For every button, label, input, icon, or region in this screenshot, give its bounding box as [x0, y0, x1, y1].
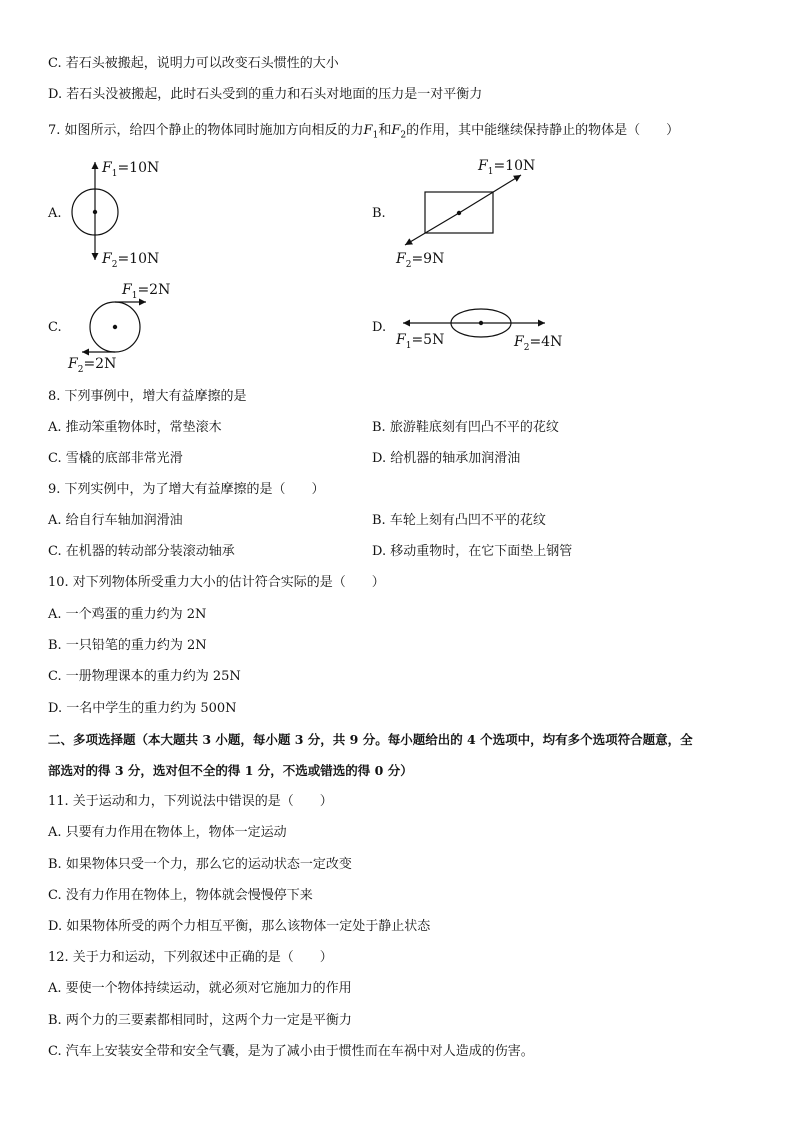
q8-option-d: D. 给机器的轴承加润滑油 — [372, 451, 521, 466]
fig-d-label: D. — [372, 320, 387, 335]
fig-a-label: A. — [48, 206, 62, 221]
fig-b-label: B. — [372, 206, 386, 221]
fig-d-f2-label: $F_2=4N$ — [514, 334, 563, 353]
section2-heading-line1: 二、多项选择题（本大题共 3 小题，每小题 3 分，共 9 分。每小题给出的 4 个选项中，均有多个选项符合题意，全 — [48, 732, 693, 747]
fig-b-f1-label: $F_1=10N$ — [478, 158, 536, 177]
q10-option-c: C. 一册物理课本的重力约为 25N — [48, 669, 241, 684]
q9-option-d: D. 移动重物时，在它下面垫上钢管 — [372, 544, 573, 559]
q10-option-b: B. 一只铅笔的重力约为 2N — [48, 638, 207, 653]
q11-option-b: B. 如果物体只受一个力，那么它的运动状态一定改变 — [48, 857, 352, 872]
fig-c-label: C. — [48, 320, 62, 335]
q9-stem: 9. 下列实例中，为了增大有益摩擦的是（ ） — [48, 482, 325, 497]
figure-b-rectangle-forces — [395, 165, 545, 255]
q10-stem: 10. 对下列物体所受重力大小的估计符合实际的是（ ） — [48, 575, 385, 590]
q7-stem-prefix: 7. 如图所示，给四个静止的物体同时施加方向相反的力 — [48, 123, 364, 138]
q12-option-c: C. 汽车上安装安全带和安全气囊，是为了减小由于惯性而在车祸中对人造成的伤害。 — [48, 1044, 534, 1059]
q11-option-c: C. 没有力作用在物体上，物体就会慢慢停下来 — [48, 888, 313, 903]
q11-option-d: D. 如果物体所受的两个力相互平衡，那么该物体一定处于静止状态 — [48, 919, 431, 934]
q12-stem: 12. 关于力和运动，下列叙述中正确的是（ ） — [48, 950, 333, 965]
fig-b-f2-label: $F_2=9N$ — [396, 251, 445, 270]
q8-option-a: A. 推动笨重物体时，常垫滚木 — [48, 420, 222, 435]
q11-stem: 11. 关于运动和力，下列说法中错误的是（ ） — [48, 794, 333, 809]
q7-stem: 7. 如图所示，给四个静止的物体同时施加方向相反的力$F_1$和$F_2$的作用，其中能继续保持静止的物体是（ ） — [48, 123, 680, 141]
q8-option-b: B. 旅游鞋底刻有凹凸不平的花纹 — [372, 420, 559, 435]
fig-d-f1-label: $F_1=5N$ — [396, 332, 445, 351]
q6-option-c: C. 若石头被搬起，说明力可以改变石头惯性的大小 — [48, 56, 339, 71]
fig-c-f2-label: $F_2=2N$ — [68, 356, 117, 375]
section2-heading-line2: 部选对的得 3 分，选对但不全的得 1 分，不选或错选的得 0 分） — [48, 763, 413, 778]
q12-option-b: B. 两个力的三要素都相同时，这两个力一定是平衡力 — [48, 1013, 352, 1028]
q8-stem: 8. 下列事例中，增大有益摩擦的是 — [48, 389, 247, 404]
q7-stem-suffix: 的作用，其中能继续保持静止的物体是（ ） — [406, 123, 680, 138]
fig-c-f1-label: $F_1=2N$ — [122, 282, 171, 301]
q9-option-c: C. 在机器的转动部分装滚动轴承 — [48, 544, 235, 559]
fig-a-f1-label: $F_1=10N$ — [102, 160, 160, 179]
q10-option-d: D. 一名中学生的重力约为 500N — [48, 701, 237, 716]
q9-option-b: B. 车轮上刻有凸凹不平的花纹 — [372, 513, 546, 528]
q6-option-d: D. 若石头没被搬起，此时石头受到的重力和石头对地面的压力是一对平衡力 — [48, 87, 483, 102]
q9-option-a: A. 给自行车轴加润滑油 — [48, 513, 183, 528]
q8-option-c: C. 雪橇的底部非常光滑 — [48, 451, 183, 466]
q10-option-a: A. 一个鸡蛋的重力约为 2N — [48, 607, 207, 622]
fig-a-f2-label: $F_2=10N$ — [102, 251, 160, 270]
q11-option-a: A. 只要有力作用在物体上，物体一定运动 — [48, 825, 287, 840]
q12-option-a: A. 要使一个物体持续运动，就必须对它施加力的作用 — [48, 981, 352, 996]
